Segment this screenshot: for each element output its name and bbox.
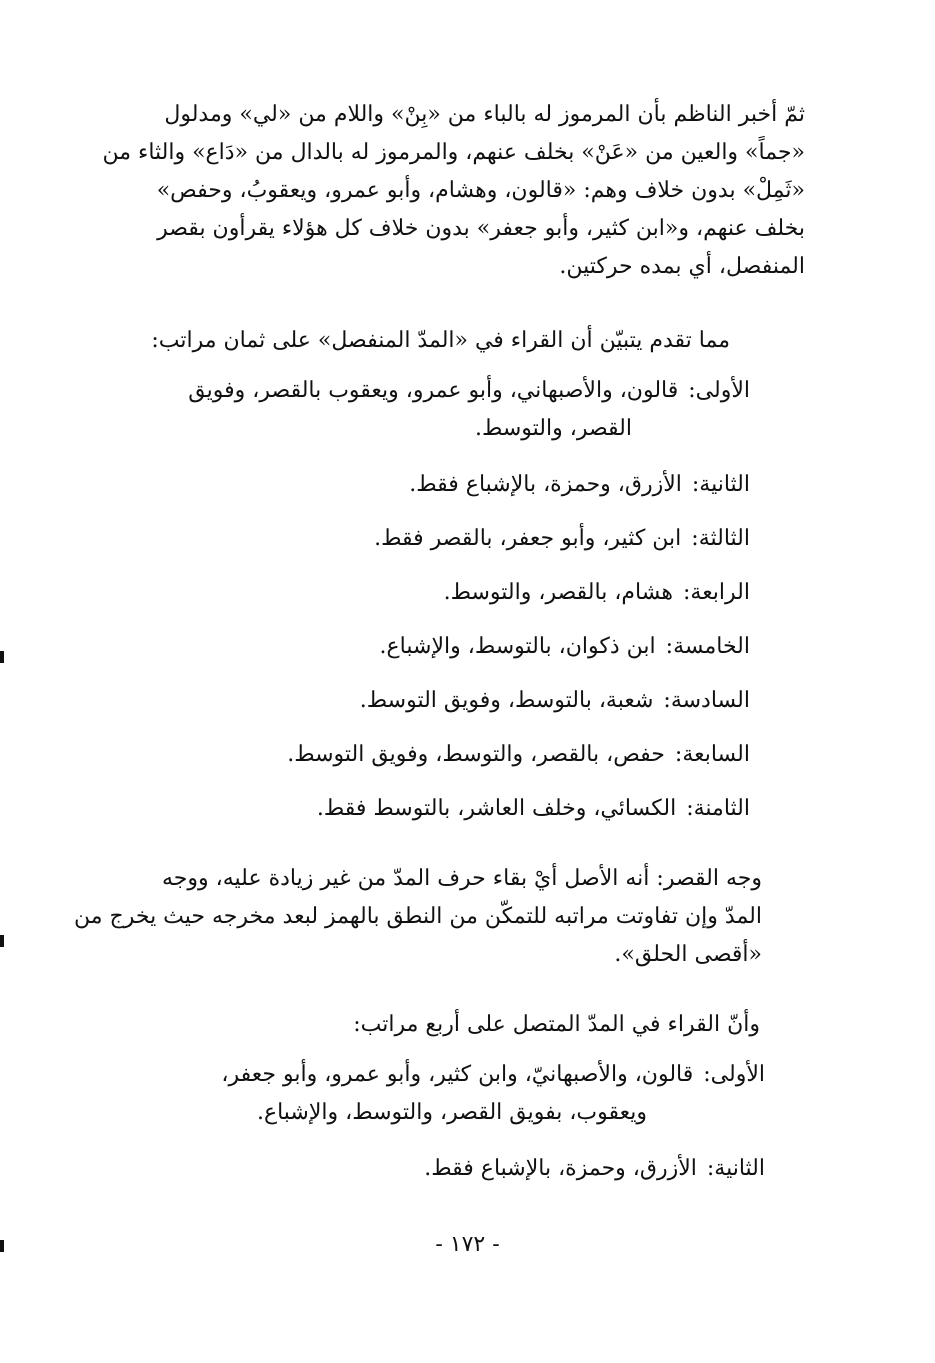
- rank-label: الثانية:: [706, 1156, 765, 1181]
- rank-label: الخامسة:: [665, 634, 750, 659]
- rank-text: الأزرق، وحمزة، بالإشباع فقط.: [424, 1156, 697, 1181]
- scan-margin-mark: [0, 651, 4, 663]
- rank-label: الثامنة:: [686, 796, 750, 821]
- rank-label: الأولى:: [688, 378, 750, 403]
- intro-connected-madd: [353, 1006, 760, 1044]
- rank-8-separated: [317, 790, 750, 828]
- rank-1-connected: [221, 1056, 765, 1132]
- rank-text: ابن كثير، وأبو جعفر، بالقصر فقط.: [374, 526, 682, 551]
- rank-text: الكسائي، وخلف العاشر، بالتوسط فقط.: [316, 796, 677, 821]
- paragraph-1-line-1: ثمّ أخبر الناظم بأن المرموز له بالباء من «بِنْ» واللام من «لي» ومدلول: [164, 102, 805, 127]
- rank-label: الأولى:: [703, 1062, 765, 1087]
- paragraph-1: [100, 96, 805, 286]
- paragraph-1-line-2: «جماً» والعين من «عَنْ» بخلف عنهم، والمرموز له بالدال من «دَاع» والثاء من: [102, 140, 805, 165]
- rank-text: قالون، والأصبهانيّ، وابن كثير، وأبو عمرو، وأبو جعفر،: [221, 1062, 694, 1087]
- rank-label: الثالثة:: [691, 526, 750, 551]
- paragraph-2: [74, 860, 762, 974]
- scan-margin-mark: [0, 1240, 4, 1252]
- intro-separated-madd: [151, 322, 730, 360]
- rank-text-continued: القصر، والتوسط.: [474, 416, 632, 441]
- rank-text: قالون، والأصبهاني، وأبو عمرو، ويعقوب بالقصر، وفويق: [188, 378, 679, 403]
- rank-3-separated: [374, 520, 750, 558]
- paragraph-2-line-3: «أقصى الحلق».: [614, 942, 762, 967]
- rank-text: شعبة، بالتوسط، وفويق التوسط.: [359, 688, 654, 713]
- paragraph-1-line-5: المنفصل، أي بمده حركتين.: [559, 254, 805, 279]
- rank-2-connected: [424, 1150, 765, 1188]
- scan-margin-mark: [0, 935, 4, 947]
- rank-1-separated: [188, 372, 750, 448]
- rank-text: حفص، بالقصر، والتوسط، وفويق التوسط.: [287, 742, 665, 767]
- intro-line: مما تقدم يتبيّن أن القراء في «المدّ المنفصل» على ثمان مراتب:: [151, 328, 730, 353]
- rank-label: الرابعة:: [682, 580, 750, 605]
- rank-6-separated: [360, 682, 750, 720]
- page-number: - ١٧٢ -: [435, 1232, 500, 1257]
- rank-text-continued: ويعقوب، بفويق القصر، والتوسط، والإشباع.: [256, 1100, 647, 1125]
- rank-label: السادسة:: [663, 688, 750, 713]
- rank-text: هشام، بالقصر، والتوسط.: [443, 580, 673, 605]
- intro-line: وأنّ القراء في المدّ المتصل على أربع مراتب:: [353, 1012, 760, 1037]
- rank-2-separated: [409, 466, 750, 504]
- paragraph-2-line-1: وجه القصر: أنه الأصل أيْ بقاء حرف المدّ من غير زيادة عليه، ووجه: [162, 866, 762, 891]
- paragraph-1-line-4: بخلف عنهم، و«ابن كثير، وأبو جعفر» بدون خلاف كل هؤلاء يقرأون بقصر: [157, 216, 805, 241]
- rank-text: الأزرق، وحمزة، بالإشباع فقط.: [409, 472, 682, 497]
- rank-label: الثانية:: [691, 472, 750, 497]
- paragraph-1-line-3: «ثَمِلْ» بدون خلاف وهم: «قالون، وهشام، وأبو عمرو، ويعقوبُ، وحفص»: [156, 178, 805, 203]
- rank-label: السابعة:: [674, 742, 750, 767]
- rank-4-separated: [444, 574, 750, 612]
- rank-text: ابن ذكوان، بالتوسط، والإشباع.: [379, 634, 656, 659]
- paragraph-2-line-2: المدّ وإن تفاوتت مراتبه للتمكّن من النطق بالهمز لبعد مخرجه حيث يخرج من: [74, 904, 762, 929]
- rank-7-separated: [287, 736, 750, 774]
- rank-5-separated: [380, 628, 750, 666]
